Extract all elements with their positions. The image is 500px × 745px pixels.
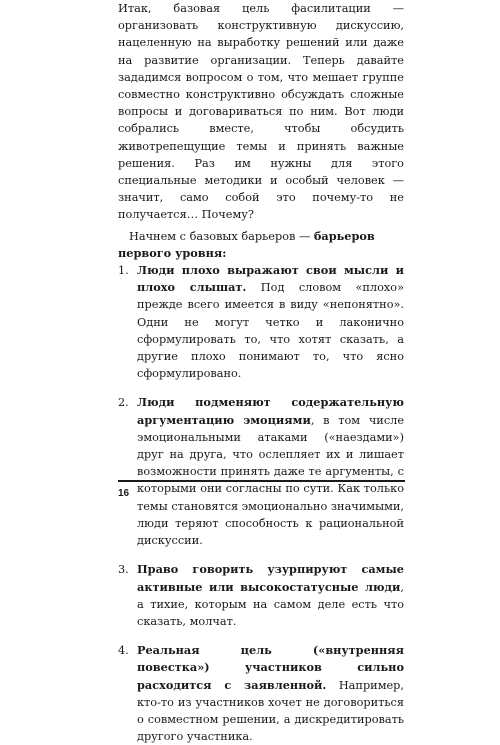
list-item [118,561,404,630]
item-number: 3. [118,563,129,577]
list-item [118,642,404,745]
item-number: 2. [118,396,129,410]
list-item [118,394,404,549]
item-text: , а тихие, которым на самом деле есть что сказать, молчат. [137,580,404,628]
lead-paragraph [118,228,404,262]
footer-rule [118,480,405,482]
barriers-list [118,262,404,745]
lead-bold: барьеров первого уровня: [118,228,375,260]
page-number: 16 [118,488,130,499]
lead-text: Начнем с базовых барьеров — [129,229,314,243]
item-body [137,561,404,630]
item-body [137,262,404,382]
page-text [118,0,404,745]
item-number: 4. [118,644,129,658]
item-body [137,394,404,549]
list-item [118,262,404,382]
intro-paragraph: Итак, базовая цель фасилитации — организовать конструктивную дискуссию, нацеленную на выработку решений или даже на развитие организации. Теперь давайте зададимся вопросом о том, что мешает группе совместно конструктивно обсуждать сложные вопросы и договариваться по ним. Вот люди собрались вместе, чтобы обсудить животрепещущие темы и принять важные решения. Раз им нужны для этого специальные методики и особый человек — значит, само собой это почему-то не получается… Почему? [118,2,404,222]
item-number: 1. [118,264,129,278]
item-body [137,642,404,745]
item-bold: Право говорить узурпируют самые активные или высокостатусные люди [137,562,404,594]
item-text: Например, кто-то из участников хочет не договориться о совместном решении, а дискредитировать другого участника. [137,678,404,744]
item-text: Под словом «плохо» прежде всего имеется в виду «непонятно». Одни не могут четко и лаконично сформулировать то, что хотят сказать, а другие плохо понимают то, что ясно сформулировано. [137,281,404,381]
item-bold: Люди плохо выражают свои мысли и плохо слышат. [137,263,404,295]
item-bold: Люди подменяют содержательную аргументацию эмоциями [137,395,404,427]
item-bold: Реальная цель («внутренняя повестка») участников сильно расходится с заявленной. [137,643,404,692]
item-text: , в том числе эмоциональными атаками («наездами») друг на друга, что ослепляет их и лишает возможности принять даже те аргументы, с которыми они согласны по сути. Как только темы становятся эмоционально значимыми, люди теряют способность к рациональной дискуссии. [137,413,405,548]
